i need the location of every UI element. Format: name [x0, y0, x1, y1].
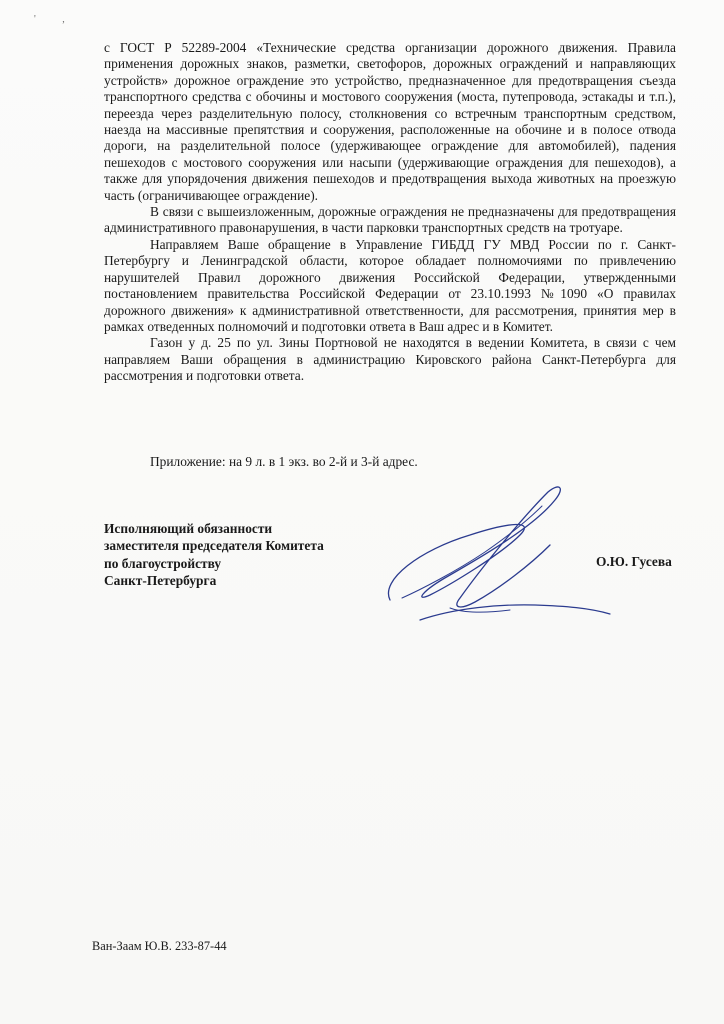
paragraph-district-referral: Газон у д. 25 по ул. Зины Портновой не находятся в ведении Комитета, в связи с чем направляем Ваши обращения в администрацию Кировского района Санкт-Петербурга для рассмотрения и подготовки ответа. [104, 335, 676, 384]
handwritten-signature [360, 480, 620, 640]
executor-contact: Ван-Заам Ю.В. 233-87-44 [92, 939, 227, 953]
signer-position [104, 520, 324, 589]
paragraph-gibdd-referral: Направляем Ваше обращение в Управление ГИБДД ГУ МВД России по г. Санкт-Петербургу и Ленинградской области, которое обладает полномочиями по привлечению нарушителей Правил дорожного движения Российской Федерации, утвержденными постановлением правительства Российской Федерации от 23.10.1993 №1090 «О правилах дорожного движения» к административной ответственности, для рассмотрения, принятия мер в рамках отведенных полномочий и подготовки ответа в Ваш адрес и в Комитет. [104, 236, 676, 334]
scan-marks: ' , [34, 14, 77, 25]
signer-position-line: Исполняющий обязанности [104, 521, 273, 536]
appendix-line: Приложение: на 9 л. в 1 экз. во 2-й и 3-й адрес. [150, 454, 418, 469]
letter-body [104, 40, 676, 385]
signer-position-line: по благоустройству [104, 555, 222, 571]
paragraph-conclusion: В связи с вышеизложенным, дорожные ограждения не предназначены для предотвращения административного правонарушения, в части парковки транспортных средств на тротуаре. [104, 204, 676, 236]
signer-name: О.Ю. Гусева [596, 554, 672, 569]
signer-position-line: Санкт-Петербурга [104, 572, 217, 588]
paragraph-gost-definition: с ГОСТ Р 52289-2004 «Технические средства организации дорожного движения. Правила применения дорожных знаков, разметки, светофоров, дорожных ограждений и направляющих устройств» дорожное ограждение это устройство, предназначенное для предотвращения съезда транспортного средства с обочины и мостового сооружения (моста, путепровода, эстакады и т.п.), переезда через разделительную полосу, столкновения со встречным транспортным средством, наезда на массивные препятствия и сооружения, расположенные на обочине и в полосе отвода дороги, на разделительной полосе (удерживающее ограждение для автомобилей), падения пешеходов с мостового сооружения или насыпи (удерживающие ограждения для пешеходов), а также для упорядочения движения пешеходов и предотвращения выхода животных на проезжую часть (ограничивающее ограждение). [104, 40, 676, 203]
signer-position-line: заместителя председателя Комитета [104, 538, 324, 554]
